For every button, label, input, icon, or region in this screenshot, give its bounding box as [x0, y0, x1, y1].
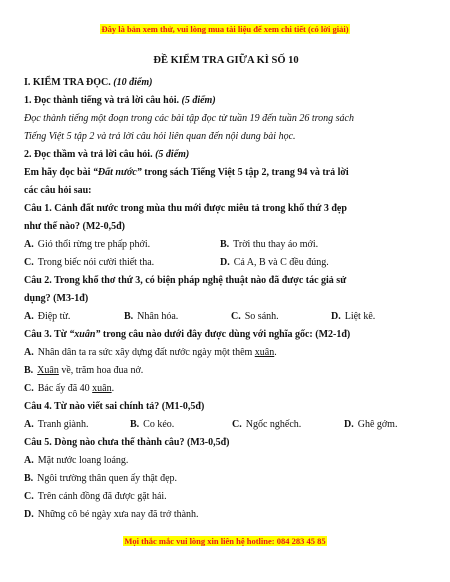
section-heading-text: I. KIỂM TRA ĐỌC.	[24, 77, 111, 88]
q4-option-c: C. Ngốc nghếch.	[232, 419, 302, 430]
section-heading-points: (10 điểm)	[113, 77, 153, 88]
section-heading	[24, 74, 428, 92]
exam-content	[24, 54, 428, 524]
instruction-line1	[24, 164, 428, 182]
instruction-post: trong sách Tiếng Việt 5 tập 2, trang 94 và trả lời	[144, 167, 349, 178]
q4-option-b: B. Co kéo.	[130, 419, 175, 430]
q1-options-row2	[24, 254, 428, 272]
q2-option-a: A. Điệp từ.	[24, 311, 71, 322]
q1-option-c: C. Trong biếc nói cười thiết tha.	[24, 257, 155, 268]
q5-option-a: A. Mặt nước loang loáng.	[24, 455, 129, 466]
exam-title: ĐỀ KIỂM TRA GIỮA KÌ SỐ 10	[153, 55, 299, 66]
q1-option-d: D. Cả A, B và C đều đúng.	[220, 257, 329, 268]
q1-options-row1	[24, 236, 428, 254]
part2-heading-points: (5 điểm)	[155, 149, 190, 160]
q1-option-a: A. Gió thổi rừng tre phấp phới.	[24, 239, 151, 250]
q4-line1: Câu 4. Từ nào viết sai chính tả? (M1-0,5đ)	[24, 401, 205, 412]
q5-line1: Câu 5. Dòng nào chưa thể thành câu? (M3-0,5đ)	[24, 437, 230, 448]
part1-heading	[24, 92, 428, 110]
q3-line1	[24, 326, 428, 344]
hotline-banner-text: Mọi thắc mắc vui lòng xin liên hệ hotline: 084 283 45 85	[124, 536, 326, 546]
q4-options-row	[24, 416, 428, 434]
q1-line1: Câu 1. Cảnh đất nước trong mùa thu mới được miêu tả trong khổ thứ 3 đẹp	[24, 203, 347, 214]
instruction-line2: các câu hỏi sau:	[24, 185, 92, 196]
q5-option-c: C. Trên cánh đồng đã được gặt hái.	[24, 491, 167, 502]
q1-option-b: B. Trời thu thay áo mới.	[220, 239, 319, 250]
q2-line2: dụng? (M3-1đ)	[24, 293, 89, 304]
part1-desc-line2: Tiếng Việt 5 tập 2 và trả lời câu hỏi liên quan đến nội dung bài học.	[24, 131, 296, 142]
instruction-pre: Em hãy đọc bài	[24, 167, 91, 178]
q1-line2: như thế nào? (M2-0,5đ)	[24, 221, 126, 232]
q4-option-d: D. Ghê gớm.	[344, 419, 398, 430]
q4-option-a: A. Tranh giành.	[24, 419, 89, 430]
q5-option-b: B. Ngôi trường thân quen ấy thật đẹp.	[24, 473, 178, 484]
q2-option-d: D. Liệt kê.	[331, 311, 376, 322]
q3-option-c: C. Bác ấy đã 40 xuân.	[24, 383, 115, 394]
q2-options-row	[24, 308, 428, 326]
q3-option-a: A. Nhân dân ta ra sức xây dựng đất nước ngày một thêm xuân.	[24, 347, 277, 358]
q3-post: trong câu nào dưới đây được dùng với nghĩa gốc: (M2-1đ)	[102, 329, 351, 340]
part2-heading	[24, 146, 428, 164]
q5-option-d: D. Những cô bé ngày xưa nay đã trở thành.	[24, 509, 199, 520]
hotline-banner	[0, 536, 450, 547]
q3-option-b: B. Xuân về, trăm hoa đua nở.	[24, 365, 144, 376]
q3-pre: Câu 3. Từ	[24, 329, 67, 340]
preview-banner	[0, 24, 450, 35]
q2-option-c: C. So sánh.	[231, 311, 279, 322]
q2-option-b: B. Nhân hóa.	[124, 311, 179, 322]
part1-heading-text: 1. Đọc thành tiếng và trả lời câu hỏi.	[24, 95, 179, 106]
preview-banner-text: Đây là bản xem thử, vui lòng mua tài liệu để xem chi tiết (có lời giải)	[101, 24, 349, 34]
part1-desc-line1: Đọc thành tiếng một đoạn trong các bài tập đọc từ tuần 19 đến tuần 26 trong sách	[24, 113, 354, 124]
part2-heading-text: 2. Đọc thầm và trả lời câu hỏi.	[24, 149, 153, 160]
q3-word: “xuân”	[69, 329, 101, 340]
instruction-title: “Đất nước”	[92, 167, 142, 178]
part1-heading-points: (5 điểm)	[181, 95, 216, 106]
q2-line1: Câu 2. Trong khổ thơ thứ 3, có biện pháp nghệ thuật nào đã được tác giả sử	[24, 275, 347, 286]
